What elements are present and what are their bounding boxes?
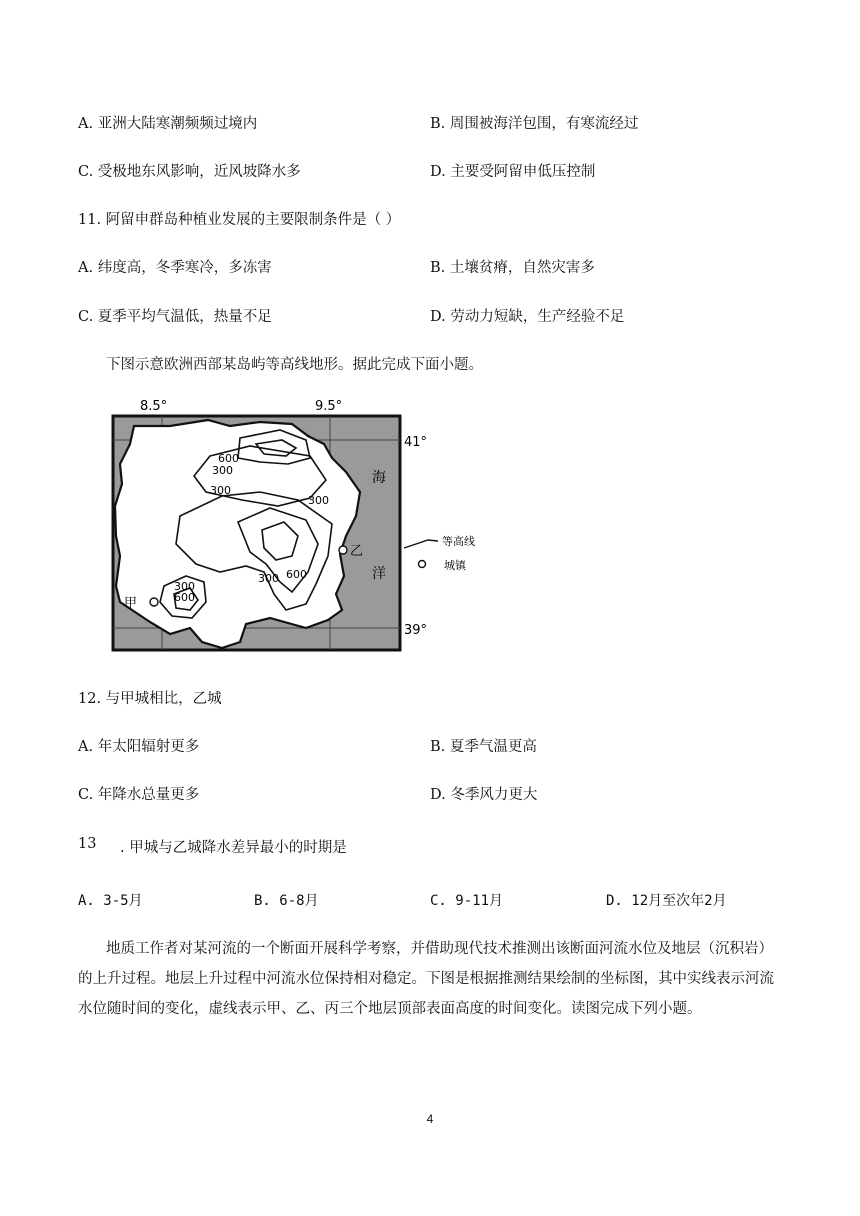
sea-label-yang: 洋 [372,566,386,582]
contour-label: 300 [308,494,329,507]
town-jia-marker [150,598,158,606]
contour-map [110,396,510,652]
q12-option-b: B. 夏季气温更高 [430,739,537,755]
geology-intro-text: 地质工作者对某河流的一个断面开展科学考察，并借助现代技术推测出该断面河流水位及地层（沉积岩）的上升过程。地层上升过程中河流水位保持相对稳定。下图是根据推测结果绘制的坐标图，其中实线表示河流水位随时间的变化，虚线表示甲、乙、丙三个地层顶部表面高度的时间变化。读图完成下列小题。 [78,941,774,1017]
q13-stem: . 甲城与乙城降水差异最小的时期是 [120,840,347,856]
q12-option-d: D. 冬季风力更大 [430,787,538,803]
q13-option-b: B. 6-8月 [254,893,319,909]
q11-option-c: C. 夏季平均气温低，热量不足 [78,309,272,325]
q11-stem: 11. 阿留申群岛种植业发展的主要限制条件是（ ） [78,212,401,228]
town-jia-label: 甲 [124,596,138,611]
q11-option-a: A. 纬度高，冬季寒冷，多冻害 [78,260,272,276]
town-yi-marker [339,546,347,554]
contour-label: 600 [286,568,307,581]
legend-town-label: 城镇 [444,559,466,572]
q10-option-a: A. 亚洲大陆寒潮频频过境内 [78,116,258,132]
q13-option-d: D. 12月至次年2月 [606,893,727,909]
contour-label: 300 [212,464,233,477]
q12-option-a: A. 年太阳辐射更多 [78,739,200,755]
contour-label: 600 [218,452,239,465]
q10-option-b: B. 周围被海洋包围，有寒流经过 [430,116,639,132]
contour-label: 600 [174,591,195,604]
page-number: 4 [426,1112,434,1126]
q13-number: 13 [78,836,97,852]
q11-option-d: D. 劳动力短缺，生产经验不足 [430,309,625,325]
contour-label: 300 [210,484,231,497]
geology-intro-paragraph [78,934,784,1024]
q12-option-c: C. 年降水总量更多 [78,787,200,803]
lon-right-label: 9.5° [315,399,343,414]
q13-option-c: C. 9-11月 [430,893,504,909]
contour-map-figure [110,396,510,652]
q10-option-c: C. 受极地东风影响，近风坡降水多 [78,164,301,180]
q12-stem: 12. 与甲城相比，乙城 [78,691,222,707]
q13-option-a: A. 3-5月 [78,893,143,909]
map-intro: 下图示意欧洲西部某岛屿等高线地形。据此完成下面小题。 [106,357,483,373]
sea-label-hai: 海 [372,470,386,486]
q11-option-b: B. 土壤贫瘠，自然灾害多 [430,260,595,276]
lat-bottom-label: 39° [404,623,428,638]
q10-option-d: D. 主要受阿留申低压控制 [430,164,596,180]
contour-label: 300 [258,572,279,585]
town-yi-label: 乙 [350,544,364,559]
legend-town-marker [419,561,426,568]
lat-top-label: 41° [404,435,428,450]
legend-contour-label: 等高线 [442,535,475,548]
lon-left-label: 8.5° [140,399,168,414]
contour-label: 300 [174,580,195,593]
